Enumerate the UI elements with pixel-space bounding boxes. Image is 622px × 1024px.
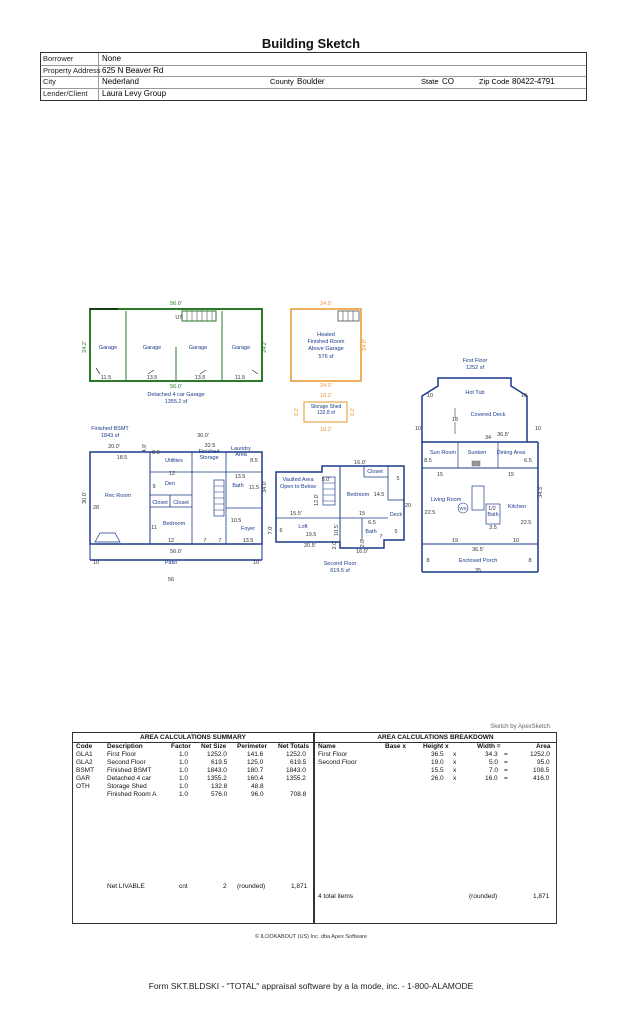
garage-labels: [82, 301, 268, 405]
ff-dim-10c: 10: [414, 426, 422, 432]
sf-dim-205: 20.5': [304, 543, 316, 549]
bsmt-dim-11: 11: [151, 525, 157, 531]
ff-dim-35: 3.5: [489, 525, 497, 531]
breakdown-header-row: Name Base x Height x Width = Area: [318, 743, 551, 750]
table-row: 15.5 x 7.0 = 108.5: [431, 767, 550, 774]
borrower-value: None: [102, 54, 122, 63]
garage-left-dim: 24.2': [82, 341, 88, 353]
heated-room-plan: [291, 309, 361, 381]
ff-dim-10a: 10: [426, 393, 434, 399]
bsmt-dim-185: 18.5: [116, 455, 128, 461]
ff-dim-35b: 35: [474, 568, 482, 574]
sf-closet: Closet: [367, 469, 383, 475]
bsmt-dim-30: 30.0': [82, 492, 88, 504]
ff-hot-tub: Hot Tub: [465, 390, 485, 396]
ff-dim-19: 19: [451, 538, 459, 544]
ff-dim-225b: 22.5: [520, 520, 532, 526]
sf-dim-5b: 5: [396, 476, 400, 482]
basement-plan: [90, 452, 262, 560]
garage-area: 1355.2 sf: [164, 399, 188, 405]
ff-porch: Enclosed Porch: [458, 558, 498, 564]
sf-loft: Loft: [298, 524, 308, 530]
property-header: [40, 52, 587, 101]
lender-value: Laura Levy Group: [102, 88, 167, 98]
summary-table: [73, 733, 315, 923]
sf-dim-7b: 7: [379, 534, 383, 540]
address-value: 625 N Beaver Rd: [102, 65, 164, 75]
ff-living: Living Room: [430, 497, 462, 503]
heated-bottom-dim: 24.0': [320, 383, 332, 389]
sf-dim-65: 6.5: [368, 520, 376, 526]
sf-bedroom: Bedroom: [346, 492, 370, 498]
bsmt-dim-115: 11.5: [248, 485, 260, 491]
zip-label: Zip Code: [479, 77, 510, 86]
table-row: Finished Room A 1.0 576.0 96.0 708.8: [107, 791, 307, 798]
floor-plan-sketch: [0, 290, 622, 590]
bsmt-dim-135a: 13.5: [234, 474, 246, 480]
bsmt-area-label: Area: [235, 452, 247, 458]
ff-bath: Bath: [487, 512, 499, 518]
shed-area: 132.8 sf: [317, 410, 335, 416]
bsmt-den: Den: [164, 481, 176, 487]
bsmt-dim-56b: 56: [167, 577, 175, 583]
ff-ws: WS: [459, 506, 467, 511]
ff-dim-10b: 10: [520, 393, 528, 399]
sf-dim-105: 10.5': [334, 524, 340, 536]
county-value: Boulder: [297, 77, 325, 86]
summary-heading: AREA CALCULATIONS SUMMARY: [73, 733, 313, 743]
bsmt-closet-1: Closet: [152, 500, 168, 506]
sf-dim-155: 15.5': [290, 511, 302, 517]
garage-top-dim: 56.0': [170, 301, 182, 307]
area-calculations: [72, 732, 557, 924]
ff-dim-15a: 15: [436, 472, 444, 478]
ff-covered-deck: Covered Deck: [470, 412, 506, 418]
bsmt-foyer: Foyer: [240, 526, 256, 532]
ff-sunken: Sunken: [467, 450, 487, 456]
sf-deck: Deck: [389, 512, 403, 518]
storage-shed-plan: [294, 393, 356, 433]
bsmt-dim-34: 34.0': [262, 481, 268, 493]
ff-name: First Floor: [462, 358, 488, 364]
sf-dim-20: 20: [404, 503, 412, 509]
garage-room-4: Garage: [231, 345, 251, 351]
bsmt-dim-135b: 13.5: [242, 538, 254, 544]
heated-side-dim: 24.0': [362, 339, 368, 351]
sf-dim-16a: 16.0': [354, 460, 366, 466]
shed-side-left: 8.2': [294, 408, 300, 416]
shed-top-dim: 16.2': [320, 393, 332, 399]
summary-header-row: Code Description Factor Net Size Perimeter Net Totals: [76, 743, 309, 750]
sf-dim-5: 5.0': [321, 477, 331, 483]
ff-dim-10d: 10: [534, 426, 542, 432]
bsmt-laundry: Laundry: [231, 446, 251, 452]
bsmt-patio: Patio: [164, 560, 178, 566]
table-row: GLA1 First Floor 1.0 1252.0 141.6 1252.0: [76, 751, 306, 758]
ff-dim-85: 8.5: [424, 458, 432, 464]
sf-dim-195: 19.5: [305, 532, 317, 538]
garage-dim-1: 11.5: [100, 375, 112, 381]
sf-bath: Bath: [365, 529, 377, 535]
page-title: Building Sketch: [261, 36, 361, 51]
breakdown-total-row: 4 total items (rounded) 1,871: [318, 893, 550, 900]
sf-dim-6: 6: [279, 528, 283, 534]
address-label: Property Address: [43, 65, 101, 75]
lender-row: [41, 88, 586, 100]
bsmt-dim-9: 9: [152, 484, 156, 490]
garage-name: Detached 4 car Garage: [147, 392, 205, 398]
heated-name-2: Finished Room: [307, 339, 345, 345]
sf-dim-15: 15: [358, 511, 366, 517]
garage-room-2: Garage: [142, 345, 162, 351]
table-row: OTH Storage Shed 1.0 132.8 48.8: [76, 783, 264, 790]
copyright-footer: © ILOOKABOUT (US) Inc. dba Apex Software: [254, 934, 368, 940]
ff-kitchen: Kitchen: [507, 504, 527, 510]
ff-dim-8a: 8: [426, 558, 430, 564]
shed-side-right: 8.2': [350, 408, 356, 416]
heated-top-dim: 24.0': [320, 301, 332, 307]
sf-dim-2a: 2.0': [332, 540, 338, 550]
heated-area: 576 sf: [318, 354, 334, 360]
bsmt-dim-325: 32.5: [204, 443, 216, 449]
table-row: GAR Detached 4 car 1.0 1355.2 160.4 1355.2: [76, 775, 306, 782]
bsmt-dim-56a: 56.0': [170, 549, 182, 555]
bsmt-dim-85a: 8.5: [152, 450, 160, 456]
bsmt-utilities: Utilities: [165, 458, 183, 464]
garage-room-3: Garage: [188, 345, 208, 351]
bsmt-bath: Bath: [232, 483, 244, 489]
garage-dim-4: 11.5: [234, 375, 246, 381]
county-label: County: [270, 77, 294, 86]
lender-label: Lender/Client: [43, 88, 88, 98]
sf-vaulted: Vaulted Area: [282, 477, 314, 483]
ff-dim-10e: 10: [512, 538, 520, 544]
sf-area: 619.5 sf: [330, 568, 350, 574]
state-value: CO: [442, 77, 454, 86]
breakdown-table: [315, 733, 556, 923]
state-label: State: [421, 77, 439, 86]
shed-bottom-dim: 16.2': [320, 427, 332, 433]
garage-room-1: Garage: [98, 345, 118, 351]
sf-dim-145: 14.5: [373, 492, 385, 498]
bsmt-dim-105: 10.5: [230, 518, 242, 524]
sf-dim-12: 12.0': [314, 494, 320, 506]
garage-dim-2: 13.5: [146, 375, 158, 381]
heated-name-3: Above Garage: [308, 346, 344, 352]
bsmt-area: 1843 sf: [100, 433, 120, 439]
table-row: BSMT Finished BSMT 1.0 1843.0 180.7 1843.0: [76, 767, 306, 774]
ff-dim-365b: 36.5': [472, 547, 484, 553]
net-livable-row: Net LIVABLE cnt 2 (rounded) 1,871: [107, 883, 308, 890]
sf-dim-16b: 16.0': [356, 549, 368, 555]
ff-sun-room: Sun Room: [430, 450, 456, 456]
sf-dim-2b: 2.0': [360, 538, 366, 548]
bsmt-dim-12b: 12: [167, 538, 175, 544]
bsmt-dim-7a: 7: [203, 538, 207, 544]
ff-dim-8b: 8: [528, 558, 532, 564]
heated-name-1: Heated: [317, 332, 335, 338]
sketch-credit: Sketch by ApexSketch: [490, 724, 550, 730]
ff-dining: Dining Area: [496, 450, 526, 456]
ff-dim-225a: 22.5: [424, 510, 436, 516]
garage-right-dim: 24.2': [262, 341, 268, 353]
ff-dim-343: 34.3': [538, 486, 544, 498]
bsmt-dim-12a: 12: [168, 471, 176, 477]
ff-area: 1252 sf: [465, 365, 485, 371]
table-row: GLA2 Second Floor 1.0 619.5 125.0 619.5: [76, 759, 307, 766]
bsmt-finished: Finished: [198, 449, 220, 455]
garage-dim-3: 13.5: [194, 375, 206, 381]
bsmt-dim-20: 20.0': [108, 444, 120, 450]
city-label: City: [43, 77, 56, 86]
ff-dim-15b: 15: [507, 472, 515, 478]
ff-dim-34: 34: [484, 435, 492, 441]
city-value: Nederland: [102, 77, 139, 86]
table-row: First Floor 36.5 x 34.3 = 1252.0: [318, 751, 550, 758]
bsmt-dim-top: 36.0': [197, 433, 209, 439]
bsmt-closet-2: Closet: [173, 500, 189, 506]
ff-dim-65: 6.5: [524, 458, 532, 464]
form-footer: Form SKT.BLDSKI - "TOTAL" appraisal software by a la mode, inc. - 1-800-ALAMODE: [148, 981, 474, 991]
bsmt-dim-4: 4.0': [142, 443, 148, 453]
bsmt-dim-10a: 10: [92, 560, 100, 566]
breakdown-heading: AREA CALCULATIONS BREAKDOWN: [315, 733, 556, 743]
zip-value: 80422-4791: [512, 77, 555, 86]
sf-dim-5c: 5: [394, 529, 398, 535]
bsmt-dim-7b: 7: [218, 538, 222, 544]
borrower-label: Borrower: [43, 54, 74, 63]
bsmt-bedroom: Bedroom: [162, 521, 186, 527]
sf-open-below: Open to Below: [279, 484, 317, 490]
garage-ut: UT: [175, 315, 183, 321]
ff-dim-18: 18: [451, 417, 459, 423]
bsmt-dim-85b: 8.5: [250, 458, 258, 464]
garage-bottom-dim: 56.0': [170, 384, 182, 390]
bsmt-dim-10b: 10: [252, 560, 260, 566]
sf-name: Second Floor: [323, 561, 357, 567]
bsmt-storage: Storage: [199, 455, 219, 461]
table-row: 26.0 x 16.0 = 416.0: [431, 775, 550, 782]
table-row: Second Floor 19.0 x 5.0 = 95.0: [318, 759, 550, 766]
shed-name: Storage Shed: [310, 404, 342, 410]
bsmt-name: Finished BSMT: [91, 426, 129, 432]
bsmt-dim-28: 28: [92, 505, 100, 511]
sf-dim-7: 7.0': [268, 525, 274, 535]
ff-dim-365a: 36.5': [497, 432, 509, 438]
bsmt-rec-room: Rec Room: [105, 493, 131, 499]
ff-dim-half: 1/2: [488, 506, 496, 512]
